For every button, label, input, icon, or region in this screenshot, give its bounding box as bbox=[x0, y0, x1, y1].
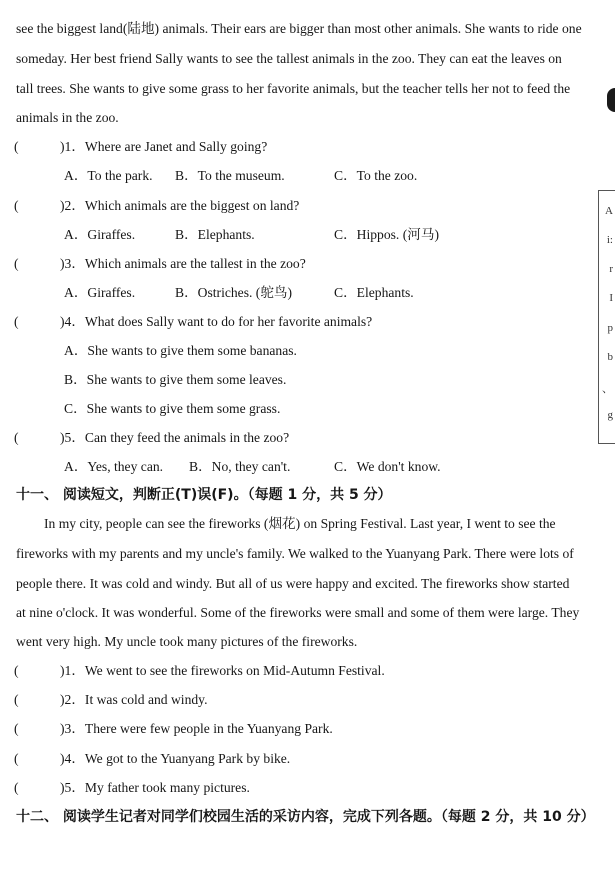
answer-paren[interactable]: ( bbox=[14, 139, 19, 154]
option-a: A．Yes, they can. bbox=[64, 459, 164, 474]
answer-paren[interactable]: ( bbox=[14, 692, 19, 707]
margin-char: g bbox=[607, 409, 613, 421]
margin-char: 、 bbox=[602, 383, 613, 395]
question-text: )1．Where are Janet and Sally going? bbox=[60, 139, 268, 154]
section-11-heading: 十一、 阅读短文，判断正(T)误(F)。（每题 1 分，共 5 分） bbox=[16, 487, 392, 503]
passage-line: went very high. My uncle took many pictures of the fireworks. bbox=[16, 634, 358, 649]
passage-line: someday. Her best friend Sally wants to see the tallest animals in the zoo. They can eat the leaves on bbox=[16, 51, 562, 66]
statement-text: )1．We went to see the fireworks on Mid-Autumn Festival. bbox=[60, 663, 385, 678]
statement-text: )3．There were few people in the Yuanyang Park. bbox=[60, 721, 333, 736]
answer-paren[interactable]: ( bbox=[14, 430, 19, 445]
margin-char: I bbox=[609, 292, 613, 304]
answer-paren[interactable]: ( bbox=[14, 780, 19, 795]
margin-char: i: bbox=[606, 234, 613, 246]
option-c: C．She wants to give them some grass. bbox=[64, 401, 281, 416]
answer-paren[interactable]: ( bbox=[14, 751, 19, 766]
option-a: A．Giraffes. bbox=[64, 227, 136, 242]
passage-line: people there. It was cold and windy. But all of us were happy and excited. The fireworks show started bbox=[16, 576, 570, 591]
option-c: C．Hippos. (河马) bbox=[334, 227, 439, 242]
option-a: A．Giraffes. bbox=[64, 285, 136, 300]
margin-char: b bbox=[607, 351, 613, 363]
passage-line: tall trees. She wants to give some grass to her favorite animals, but the teacher tells her not to feed the bbox=[16, 81, 571, 96]
section-12-heading: 十二、 阅读学生记者对同学们校园生活的采访内容，完成下列各题。（每题 2 分，共 10 分） bbox=[16, 809, 595, 825]
passage-line: In my city, people can see the fireworks (烟花) on Spring Festival. Last year, I went to see the bbox=[44, 516, 556, 531]
option-b: B．She wants to give them some leaves. bbox=[64, 372, 287, 387]
answer-paren[interactable]: ( bbox=[14, 256, 19, 271]
option-c: C．Elephants. bbox=[334, 285, 414, 300]
margin-char: p bbox=[607, 322, 613, 334]
option-a: A．To the park. bbox=[64, 168, 153, 183]
answer-paren[interactable]: ( bbox=[14, 721, 19, 736]
answer-paren[interactable]: ( bbox=[14, 314, 19, 329]
statement-text: )5．My father took many pictures. bbox=[60, 780, 250, 795]
question-text: )3．Which animals are the tallest in the zoo? bbox=[60, 256, 306, 271]
margin-box bbox=[598, 190, 615, 444]
statement-text: )2．It was cold and windy. bbox=[60, 692, 208, 707]
passage-line: at nine o'clock. It was wonderful. Some of the fireworks were small and some of them were large. They bbox=[16, 605, 580, 620]
option-b: B．No, they can't. bbox=[189, 459, 291, 474]
option-b: B．To the museum. bbox=[175, 168, 285, 183]
question-text: )5．Can they feed the animals in the zoo? bbox=[60, 430, 290, 445]
answer-paren[interactable]: ( bbox=[14, 198, 19, 213]
margin-mark bbox=[607, 88, 615, 112]
margin-char: A bbox=[605, 205, 613, 217]
margin-char: r bbox=[609, 263, 613, 275]
option-b: B．Ostriches. (鸵鸟) bbox=[175, 285, 293, 300]
option-a: A．She wants to give them some bananas. bbox=[64, 343, 297, 358]
passage-line: fireworks with my parents and my uncle's family. We walked to the Yuanyang Park. There were lots of bbox=[16, 546, 574, 561]
option-c: C．To the zoo. bbox=[334, 168, 418, 183]
option-c: C．We don't know. bbox=[334, 459, 441, 474]
option-b: B．Elephants. bbox=[175, 227, 255, 242]
passage-line: see the biggest land(陆地) animals. Their ears are bigger than most other animals. She wants to ride one bbox=[16, 21, 582, 36]
question-text: )4．What does Sally want to do for her favorite animals? bbox=[60, 314, 373, 329]
question-text: )2．Which animals are the biggest on land? bbox=[60, 198, 300, 213]
statement-text: )4．We got to the Yuanyang Park by bike. bbox=[60, 751, 291, 766]
passage-line: animals in the zoo. bbox=[16, 110, 119, 125]
answer-paren[interactable]: ( bbox=[14, 663, 19, 678]
